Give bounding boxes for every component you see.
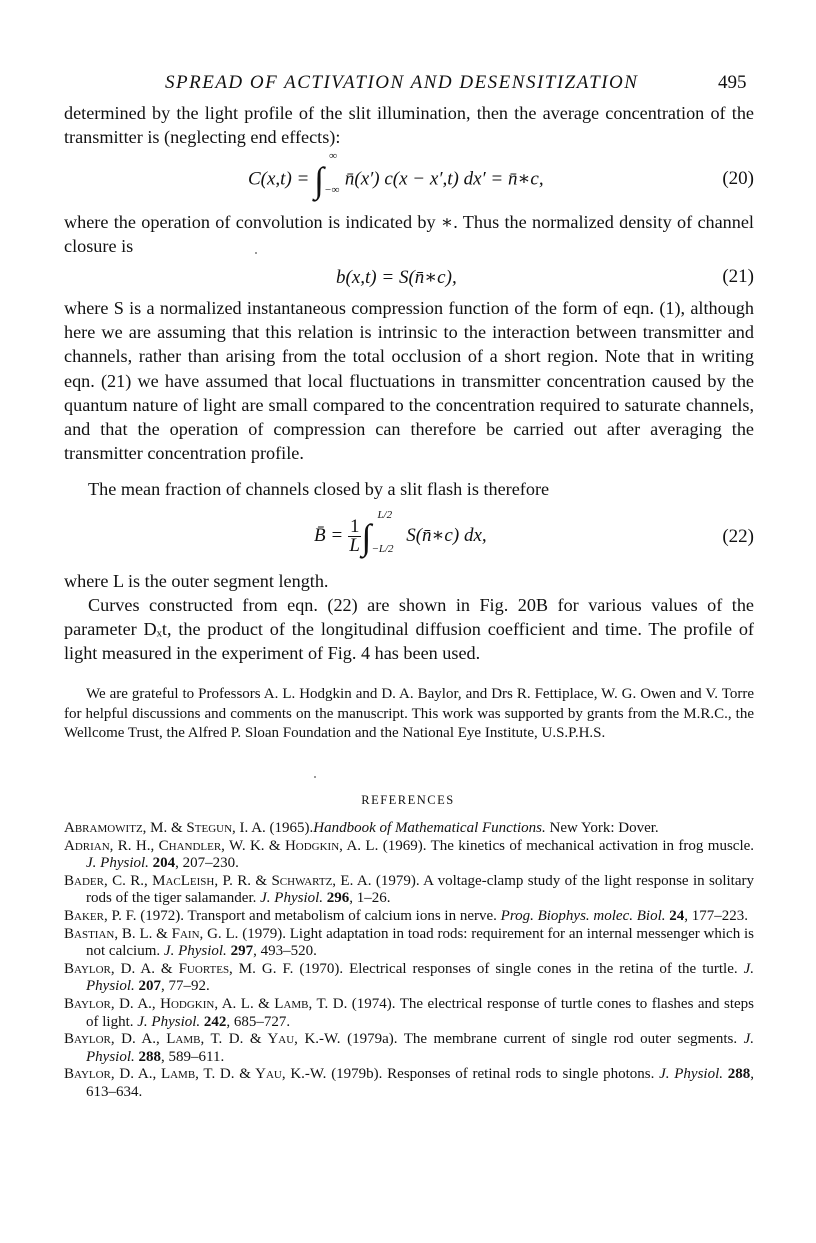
reference-journal: J. Physiol. [260, 890, 324, 907]
equation-22-number: (22) [722, 526, 754, 547]
reference-pages: , 1–26. [349, 890, 391, 907]
reference-authors: Baylor, D. A., Lamb, T. D. & Yau, K.-W. [64, 1031, 341, 1048]
reference-volume: 288 [134, 1048, 161, 1065]
reference-journal: J. Physiol. [86, 1031, 755, 1065]
paragraph-1 [64, 101, 754, 149]
reference-entry [64, 820, 754, 838]
reference-year: (1974). [351, 995, 396, 1012]
paragraph-1-text: determined by the light profile of the slit illumination, then the average concentration of the transmitter is (neglecting end effects): [64, 103, 754, 148]
reference-pages: , 589–611. [161, 1048, 225, 1065]
reference-title: Responses of retinal rods to single photons. [382, 1066, 660, 1083]
paragraph-5 [64, 569, 754, 593]
paragraph-4 [64, 477, 754, 501]
paragraph-6 [64, 593, 754, 666]
reference-year: (1970). [299, 960, 344, 977]
references-heading: REFERENCES [361, 793, 455, 807]
equation-22 [64, 508, 754, 557]
reference-authors: Baker, P. F. [64, 907, 137, 924]
reference-volume: 296 [323, 890, 350, 907]
reference-title: The electrical response of turtle cones to flashes and steps of light. [86, 995, 754, 1030]
equation-20-body [248, 150, 544, 200]
reference-entry [64, 1066, 754, 1101]
paragraph-2-text: where the operation of convolution is indicated by ∗. Thus the normalized density of channel closure is [64, 212, 754, 257]
reference-pages: , 77–92. [161, 978, 210, 995]
reference-journal: J. Physiol. [659, 1066, 724, 1083]
paragraph-4-text: The mean fraction of channels closed by a slit flash is therefore [88, 479, 550, 499]
reference-authors: Baylor, D. A., Lamb, T. D. & Yau, K.-W. [64, 1066, 327, 1083]
equation-22-lower: −L/2 [371, 542, 394, 555]
reference-title: Electrical responses of single cones in the retina of the turtle. [343, 960, 744, 977]
reference-authors: Abramowitz, M. & Stegun, I. A. [64, 820, 266, 836]
reference-authors: Baylor, D. A. & Fuortes, M. G. F. [64, 960, 294, 977]
reference-volume: 297 [226, 943, 254, 960]
equation-21-body: b(x,t) = S(n̄∗c), [336, 267, 457, 288]
reference-entry [64, 908, 754, 926]
equation-22-lhs: B̄ = [314, 524, 348, 546]
equation-20-upper: ∞ [329, 150, 337, 162]
paragraph-3 [64, 296, 754, 465]
running-title: SPREAD OF ACTIVATION AND DESENSITIZATION [165, 72, 639, 93]
reference-volume: 204 [148, 855, 176, 872]
reference-year: (1979). [242, 925, 286, 942]
reference-year: (1979a). [347, 1031, 398, 1048]
paragraph-3-text: where S is a normalized instantaneous compression function of the form of eqn. (1), although here we are assuming that this relation is intrinsic to the interaction between transmitter and channels, rather than arising from the total occlusion of a short region. Note that in writing eqn. (21) we have assumed that local fluctuations in transmitter concentration caused by the quantum nature of light are small compared to the concentration required to saturate channels, and that the operation of compression can therefore be carried out after averaging the transmitter concentration profile. [64, 298, 754, 464]
reference-title: The kinetics of mechanical activation in frog muscle. [426, 837, 755, 854]
reference-journal: J. Physiol. [137, 1013, 201, 1030]
reference-journal: Prog. Biophys. molec. Biol. [500, 907, 666, 924]
reference-title: A voltage-clamp study of the light response in solitary rods of the tiger salamander. [86, 872, 754, 907]
reference-volume: 242 [200, 1013, 227, 1030]
equation-20 [64, 150, 754, 200]
reference-pages: , 493–520. [253, 943, 317, 960]
reference-journal: J. Physiol. [163, 943, 227, 960]
reference-list [64, 820, 754, 1102]
reference-journal: J. Physiol. [86, 960, 755, 995]
reference-entry [64, 926, 754, 961]
reference-year: (1972). [140, 907, 185, 924]
reference-year: (1965). [269, 820, 314, 836]
equation-22-rhs: S(n̄∗c) dx, [406, 524, 487, 546]
speck [255, 252, 257, 254]
equation-22-upper: L/2 [377, 508, 393, 521]
reference-journal: Handbook of Mathematical Functions. [313, 820, 546, 836]
reference-publisher: New York: Dover. [545, 820, 659, 836]
equation-21-number: (21) [722, 266, 754, 287]
reference-volume: 24 [665, 907, 685, 924]
equation-20-rhs: n̄(x′) c(x − x′,t) dx′ = n̄∗c, [344, 168, 544, 190]
page-number: 495 [718, 72, 747, 93]
paragraph-6-text: Curves constructed from eqn. (22) are shown in Fig. 20B for various values of the parameter Dₓt, the product of the longitudinal diffusion coefficient and time. The profile of light measured in the experiment of Fig. 4 has been used. [64, 595, 754, 664]
reference-pages: , 177–223. [684, 907, 748, 924]
reference-authors: Bastian, B. L. & Fain, G. L. [64, 925, 239, 942]
equation-20-number: (20) [722, 168, 754, 189]
reference-entry [64, 838, 754, 873]
equation-20-lhs: C(x,t) = [248, 168, 315, 190]
acknowledgements-text: We are grateful to Professors A. L. Hodgkin and D. A. Baylor, and Drs R. Fettiplace, W. G. Owen and V. Torre for helpful discussions and comments on the manuscript. This work was supported by grants from the M.R.C., the Wellcome Trust, the Alfred P. Sloan Foundation and the National Eye Institute, U.S.P.H.S. [64, 686, 754, 741]
reference-pages: , 613–634. [86, 1066, 755, 1100]
equation-20-lower: −∞ [324, 184, 340, 196]
reference-volume: 288 [723, 1066, 751, 1083]
reference-year: (1979). [375, 872, 420, 889]
reference-entry [64, 996, 754, 1031]
equation-22-body [314, 508, 487, 557]
reference-year: (1979b). [331, 1066, 383, 1083]
reference-title: The membrane current of single rod outer segments. [397, 1031, 744, 1048]
reference-authors: Baylor, D. A., Hodgkin, A. L. & Lamb, T. D. [64, 995, 348, 1012]
reference-year: (1969). [382, 837, 427, 854]
reference-authors: Adrian, R. H., Chandler, W. K. & Hodgkin, A. L. [64, 837, 379, 854]
speck [314, 776, 316, 778]
reference-volume: 207 [134, 978, 161, 995]
reference-journal: J. Physiol. [86, 855, 149, 872]
integral-sign: ∫ [361, 516, 372, 557]
reference-pages: , 207–230. [175, 855, 239, 872]
reference-entry [64, 1031, 754, 1066]
reference-title: Light adaptation in toad rods: requirement for an internal messenger which is not calcium. [86, 925, 755, 960]
acknowledgements [64, 685, 754, 744]
reference-entry [64, 873, 754, 908]
reference-pages: , 685–727. [226, 1013, 291, 1030]
reference-title: Transport and metabolism of calcium ions in nerve. [184, 907, 501, 924]
reference-authors: Bader, C. R., MacLeish, P. R. & Schwartz, E. A. [64, 872, 372, 889]
fraction-numerator: 1 [349, 516, 360, 537]
paragraph-2 [64, 210, 754, 258]
paragraph-5-text: where L is the outer segment length. [64, 571, 329, 591]
fraction-denominator: L [349, 535, 360, 556]
reference-entry [64, 961, 754, 996]
integral-sign: ∫ [314, 160, 324, 200]
